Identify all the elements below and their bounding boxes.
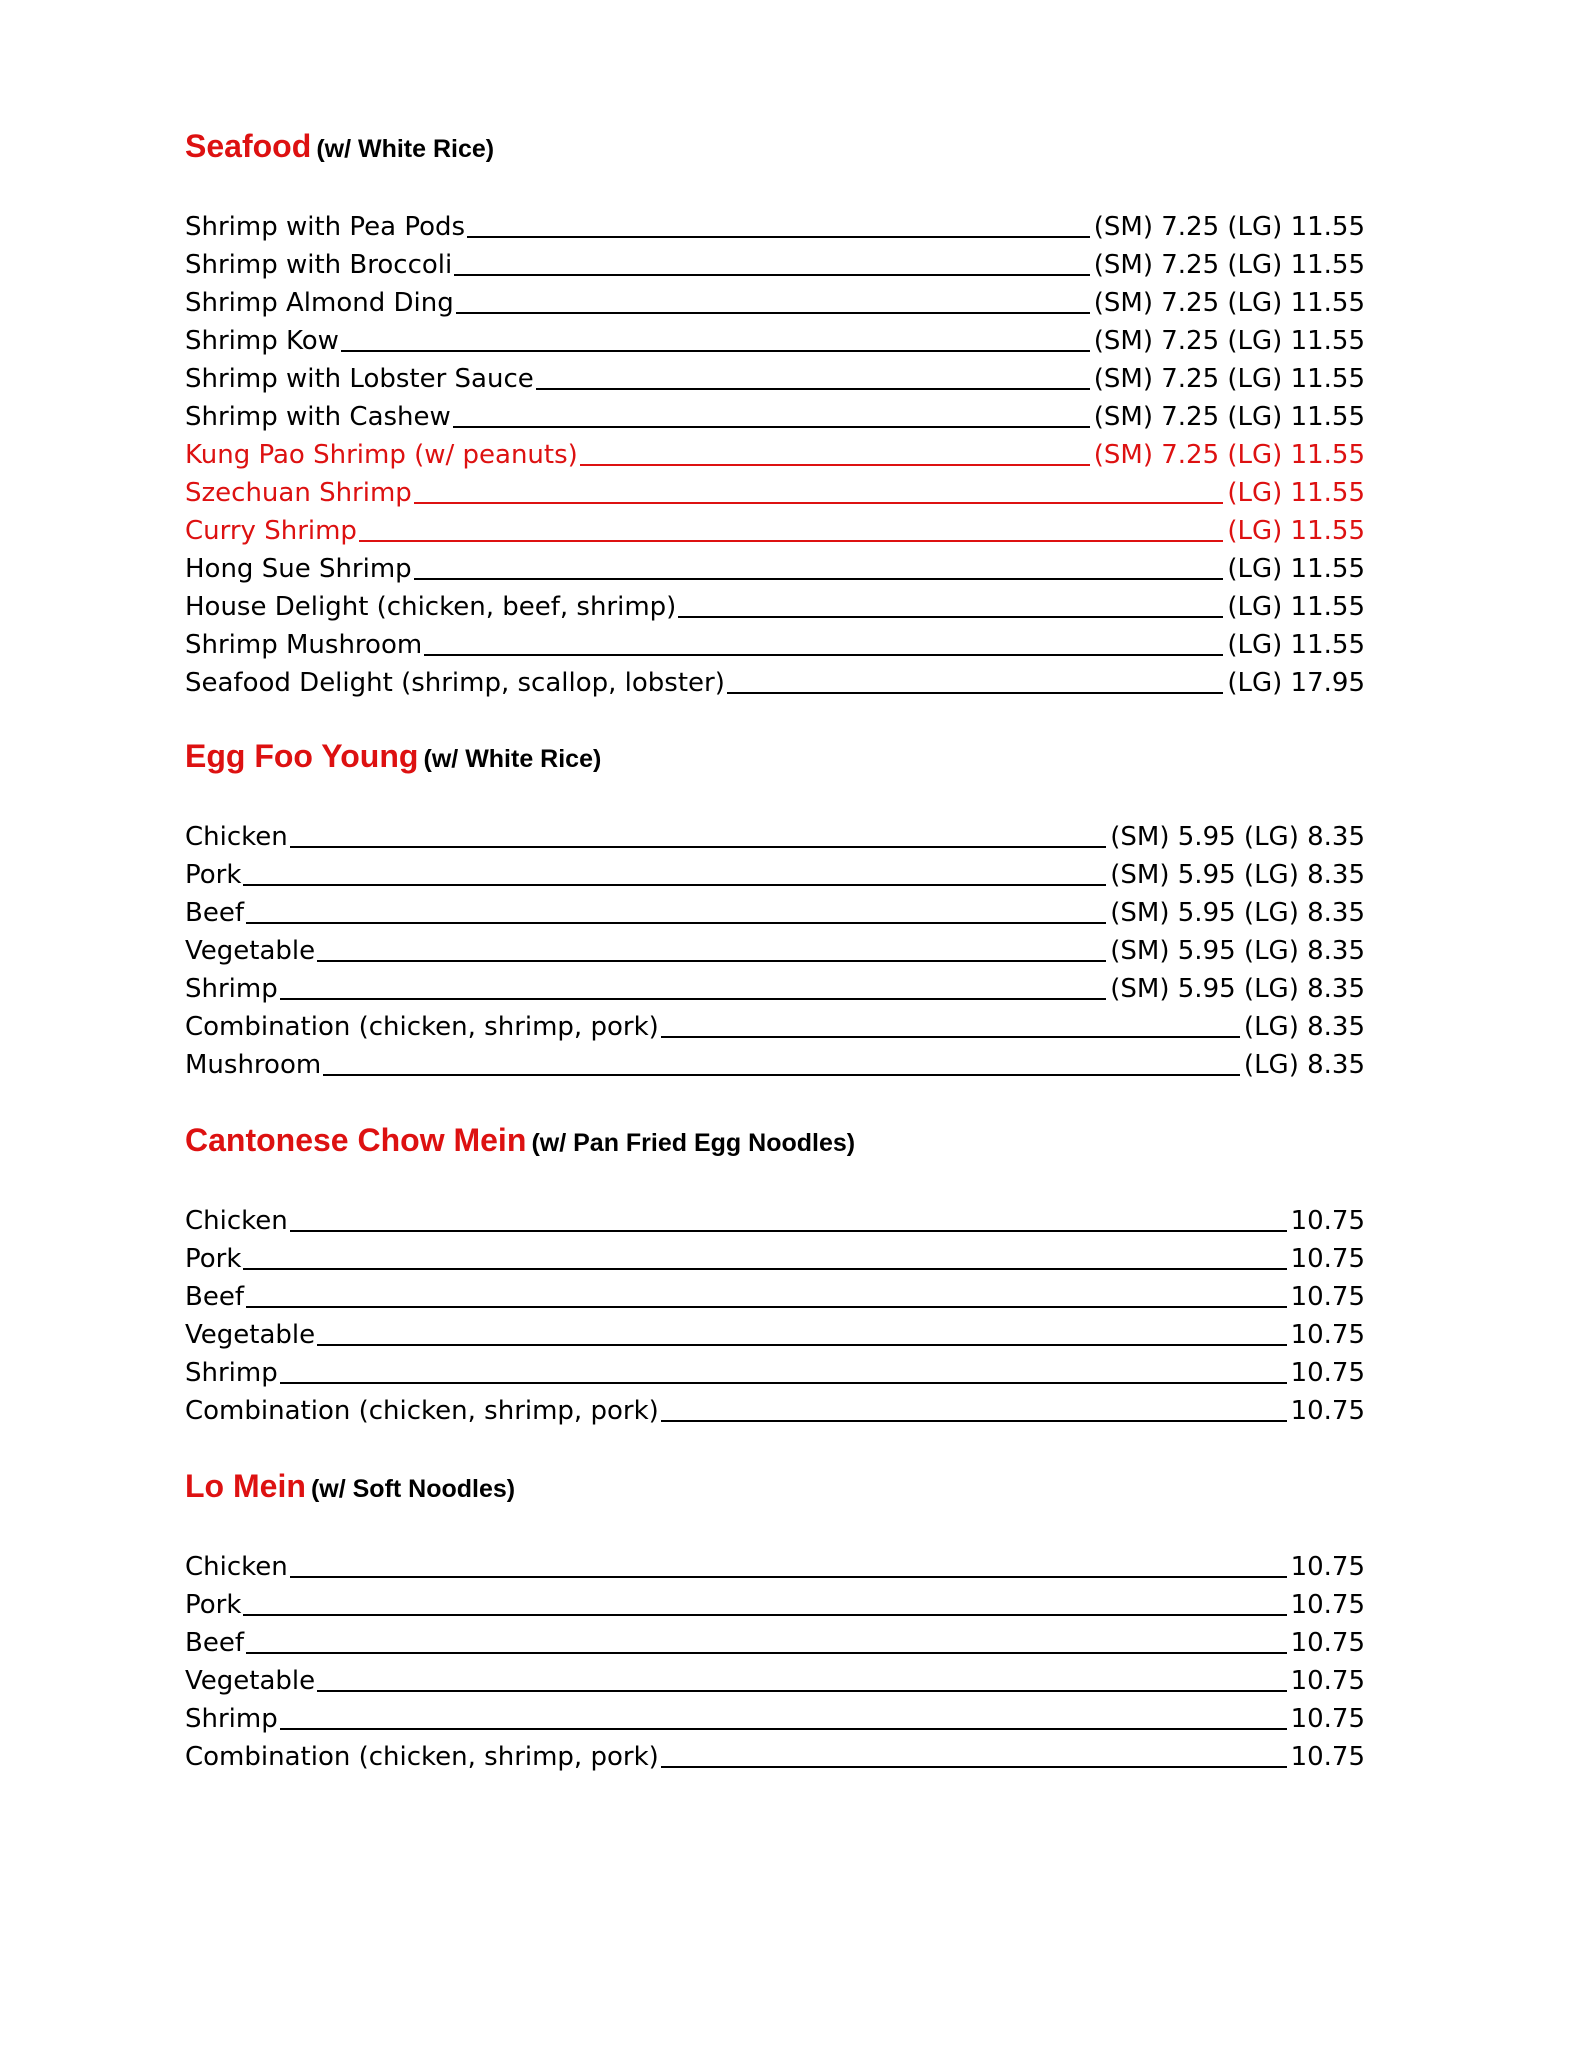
leader-line <box>424 654 1223 656</box>
leader-line <box>243 1268 1286 1270</box>
menu-item-name: Chicken <box>185 1552 288 1582</box>
section-title: Egg Foo Young <box>185 738 419 774</box>
menu-item-name: Combination (chicken, shrimp, pork) <box>185 1742 659 1772</box>
menu-item-row <box>185 1236 1365 1274</box>
menu-item-name: Shrimp with Cashew <box>185 402 451 432</box>
menu-item-price: 10.75 <box>1290 1628 1365 1658</box>
menu-item-name: Vegetable <box>185 1666 316 1696</box>
menu-item-name: Shrimp <box>185 1358 278 1388</box>
menu-item-name: Chicken <box>185 1206 288 1236</box>
leader-line <box>243 1614 1286 1616</box>
menu-item-row <box>185 204 1365 242</box>
menu-item-row <box>185 1696 1365 1734</box>
menu-item-row <box>185 1042 1365 1080</box>
leader-line <box>290 1576 1287 1578</box>
leader-line <box>280 1728 1287 1730</box>
leader-line <box>456 312 1090 314</box>
leader-line <box>290 846 1107 848</box>
leader-line <box>661 1420 1287 1422</box>
menu-item-price: (LG) 11.55 <box>1227 516 1365 546</box>
leader-line <box>414 502 1224 504</box>
menu-item-row <box>185 1388 1365 1426</box>
menu-item-name: Shrimp with Broccoli <box>185 250 453 280</box>
menu-item-row <box>185 622 1365 660</box>
section-title: Cantonese Chow Mein <box>185 1122 527 1158</box>
leader-line <box>317 1344 1286 1346</box>
menu-item-name: Vegetable <box>185 1320 316 1350</box>
leader-line <box>280 998 1107 1000</box>
menu-item-name: Shrimp with Pea Pods <box>185 212 466 242</box>
leader-line <box>246 922 1106 924</box>
menu-item-price: 10.75 <box>1290 1320 1365 1350</box>
menu-item-price: (SM) 5.95 (LG) 8.35 <box>1110 860 1365 890</box>
menu-item-name: Pork <box>185 1244 242 1274</box>
menu-item-price: (SM) 5.95 (LG) 8.35 <box>1110 936 1365 966</box>
leader-line <box>246 1652 1287 1654</box>
menu-item-name: Mushroom <box>185 1050 322 1080</box>
menu-item-name: Seafood Delight (shrimp, scallop, lobster) <box>185 668 725 698</box>
menu-item-row <box>185 1734 1365 1772</box>
menu-item-price: (SM) 7.25 (LG) 11.55 <box>1093 250 1365 280</box>
menu-item-price: (SM) 5.95 (LG) 8.35 <box>1110 822 1365 852</box>
menu-item-name: Shrimp <box>185 1704 278 1734</box>
menu-item-price: (LG) 11.55 <box>1227 554 1365 584</box>
leader-line <box>678 616 1223 618</box>
section-title: Seafood <box>185 128 312 164</box>
menu-item-row <box>185 280 1365 318</box>
menu-item-price: 10.75 <box>1290 1396 1365 1426</box>
section-header <box>185 1122 1365 1184</box>
leader-line <box>290 1230 1287 1232</box>
menu-item-name: Vegetable <box>185 936 316 966</box>
section-header <box>185 128 1365 190</box>
menu-list <box>185 204 1365 698</box>
section-lo-mein <box>185 1468 1365 1772</box>
menu-item-price: (LG) 11.55 <box>1227 630 1365 660</box>
menu-item-name: Pork <box>185 1590 242 1620</box>
menu-item-row <box>185 966 1365 1004</box>
menu-list <box>185 814 1365 1080</box>
menu-list <box>185 1544 1365 1772</box>
leader-line <box>246 1306 1287 1308</box>
menu-item-price: 10.75 <box>1290 1358 1365 1388</box>
menu-item-name: Shrimp Almond Ding <box>185 288 454 318</box>
menu-item-row <box>185 432 1365 470</box>
leader-line <box>536 388 1090 390</box>
section-header <box>185 738 1365 800</box>
menu-item-name: Shrimp <box>185 974 278 1004</box>
menu-item-price: (SM) 7.25 (LG) 11.55 <box>1093 326 1365 356</box>
menu-item-price: 10.75 <box>1290 1742 1365 1772</box>
menu-item-row <box>185 1544 1365 1582</box>
menu-item-name: Shrimp with Lobster Sauce <box>185 364 534 394</box>
menu-item-price: 10.75 <box>1290 1590 1365 1620</box>
menu-item-price: 10.75 <box>1290 1282 1365 1312</box>
menu-item-price: (SM) 7.25 (LG) 11.55 <box>1093 288 1365 318</box>
menu-item-name: Beef <box>185 898 244 928</box>
section-seafood <box>185 128 1365 698</box>
menu-item-price: (SM) 5.95 (LG) 8.35 <box>1110 974 1365 1004</box>
leader-line <box>243 884 1106 886</box>
leader-line <box>414 578 1224 580</box>
leader-line <box>661 1036 1240 1038</box>
leader-line <box>317 960 1106 962</box>
menu-item-row <box>185 318 1365 356</box>
menu-item-name: Combination (chicken, shrimp, pork) <box>185 1396 659 1426</box>
menu-item-name: Beef <box>185 1628 244 1658</box>
menu-item-name: Beef <box>185 1282 244 1312</box>
menu-item-name: Kung Pao Shrimp (w/ peanuts) <box>185 440 578 470</box>
menu-item-row <box>185 1620 1365 1658</box>
menu-item-row <box>185 1312 1365 1350</box>
leader-line <box>467 236 1090 238</box>
menu-item-row <box>185 470 1365 508</box>
menu-item-price: 10.75 <box>1290 1704 1365 1734</box>
leader-line <box>453 426 1090 428</box>
menu-item-row <box>185 356 1365 394</box>
menu-item-price: (LG) 8.35 <box>1243 1050 1365 1080</box>
menu-item-price: (SM) 5.95 (LG) 8.35 <box>1110 898 1365 928</box>
menu-item-row <box>185 852 1365 890</box>
menu-item-name: Shrimp Kow <box>185 326 339 356</box>
menu-item-price: (SM) 7.25 (LG) 11.55 <box>1093 212 1365 242</box>
section-subtitle: (w/ White Rice) <box>423 745 602 773</box>
menu-item-price: 10.75 <box>1290 1244 1365 1274</box>
section-cantonese-chow-mein <box>185 1122 1365 1426</box>
menu-item-row <box>185 1274 1365 1312</box>
menu-list <box>185 1198 1365 1426</box>
menu-item-price: (SM) 7.25 (LG) 11.55 <box>1093 440 1365 470</box>
leader-line <box>580 464 1090 466</box>
menu-item-row <box>185 242 1365 280</box>
section-egg-foo-young <box>185 738 1365 1080</box>
menu-item-price: 10.75 <box>1290 1666 1365 1696</box>
menu-item-name: Chicken <box>185 822 288 852</box>
menu-item-price: (SM) 7.25 (LG) 11.55 <box>1093 402 1365 432</box>
menu-item-row <box>185 890 1365 928</box>
menu-item-row <box>185 1582 1365 1620</box>
menu-item-price: (LG) 11.55 <box>1227 478 1365 508</box>
menu-item-name: Curry Shrimp <box>185 516 357 546</box>
leader-line <box>341 350 1090 352</box>
menu-item-row <box>185 814 1365 852</box>
menu-item-row <box>185 546 1365 584</box>
menu-item-price: (LG) 11.55 <box>1227 592 1365 622</box>
menu-item-row <box>185 394 1365 432</box>
menu-item-row <box>185 508 1365 546</box>
menu-item-price: (LG) 17.95 <box>1227 668 1365 698</box>
leader-line <box>317 1690 1286 1692</box>
menu-item-name: Hong Sue Shrimp <box>185 554 412 584</box>
menu-item-price: (LG) 8.35 <box>1243 1012 1365 1042</box>
menu-item-row <box>185 928 1365 966</box>
menu-item-row <box>185 1198 1365 1236</box>
menu-item-price: 10.75 <box>1290 1206 1365 1236</box>
section-subtitle: (w/ White Rice) <box>316 135 495 163</box>
section-subtitle: (w/ Pan Fried Egg Noodles) <box>531 1129 856 1157</box>
menu-item-name: Shrimp Mushroom <box>185 630 423 660</box>
menu-item-row <box>185 1004 1365 1042</box>
menu-item-name: House Delight (chicken, beef, shrimp) <box>185 592 677 622</box>
section-title: Lo Mein <box>185 1468 306 1504</box>
menu-item-row <box>185 1350 1365 1388</box>
section-header <box>185 1468 1365 1530</box>
menu-item-name: Combination (chicken, shrimp, pork) <box>185 1012 659 1042</box>
menu-item-row <box>185 1658 1365 1696</box>
menu-item-row <box>185 660 1365 698</box>
menu-item-name: Pork <box>185 860 242 890</box>
leader-line <box>280 1382 1287 1384</box>
section-subtitle: (w/ Soft Noodles) <box>310 1475 516 1503</box>
menu-item-price: (SM) 7.25 (LG) 11.55 <box>1093 364 1365 394</box>
leader-line <box>454 274 1090 276</box>
menu-item-price: 10.75 <box>1290 1552 1365 1582</box>
menu-item-row <box>185 584 1365 622</box>
leader-line <box>661 1766 1287 1768</box>
leader-line <box>359 540 1223 542</box>
menu-item-name: Szechuan Shrimp <box>185 478 412 508</box>
leader-line <box>727 692 1223 694</box>
leader-line <box>323 1074 1240 1076</box>
